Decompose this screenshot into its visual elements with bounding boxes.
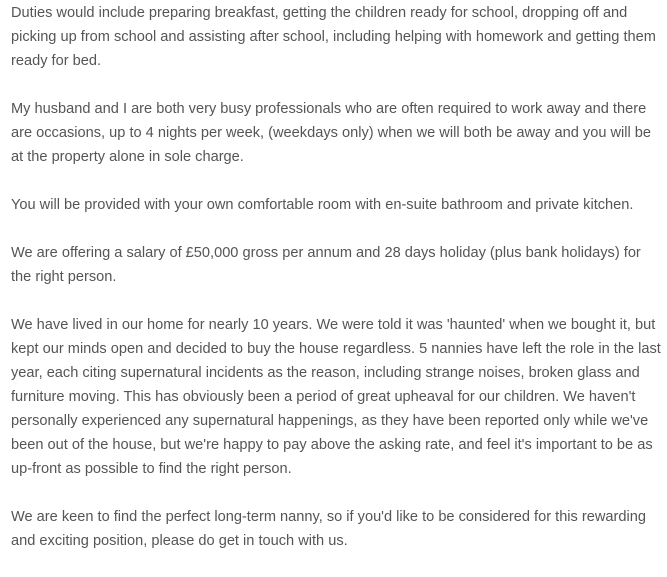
paragraph-get-in-touch: We are keen to find the perfect long-term nanny, so if you'd like to be considered for this rewarding and exciting position, please do get in touch with us. (11, 509, 646, 549)
paragraph-salary: We are offering a salary of £50,000 gross per annum and 28 days holiday (plus bank holidays) for the right person. (11, 245, 641, 285)
paragraph-work-away: My husband and I are both very busy professionals who are often required to work away and there are occasions, up to 4 nights per week, (weekdays only) when we will both be away and you will be at the property alone in sole charge. (11, 101, 652, 165)
paragraph-duties: Duties would include preparing breakfast, getting the children ready for school, dropping off and picking up from school and assisting after school, including helping with homework and getting them ready for bed. (11, 5, 656, 69)
paragraph-accommodation: You will be provided with your own comfortable room with en-suite bathroom and private kitchen. (11, 197, 634, 213)
paragraph-haunted-house: We have lived in our home for nearly 10 years. We were told it was 'haunted' when we bought it, but kept our minds open and decided to buy the house regardless. 5 nannies have left the role in the last year, each citing supernatural incidents as the reason, including strange noises, broken glass and furniture moving. This has obviously been a period of great upheaval for our children. We haven't personally experienced any supernatural happenings, as they have been reported only while we've been out of the house, but we're happy to pay above the asking rate, and feel it's important to be as up-front as possible to find the right person. (11, 317, 661, 477)
article-body (11, 1, 665, 577)
